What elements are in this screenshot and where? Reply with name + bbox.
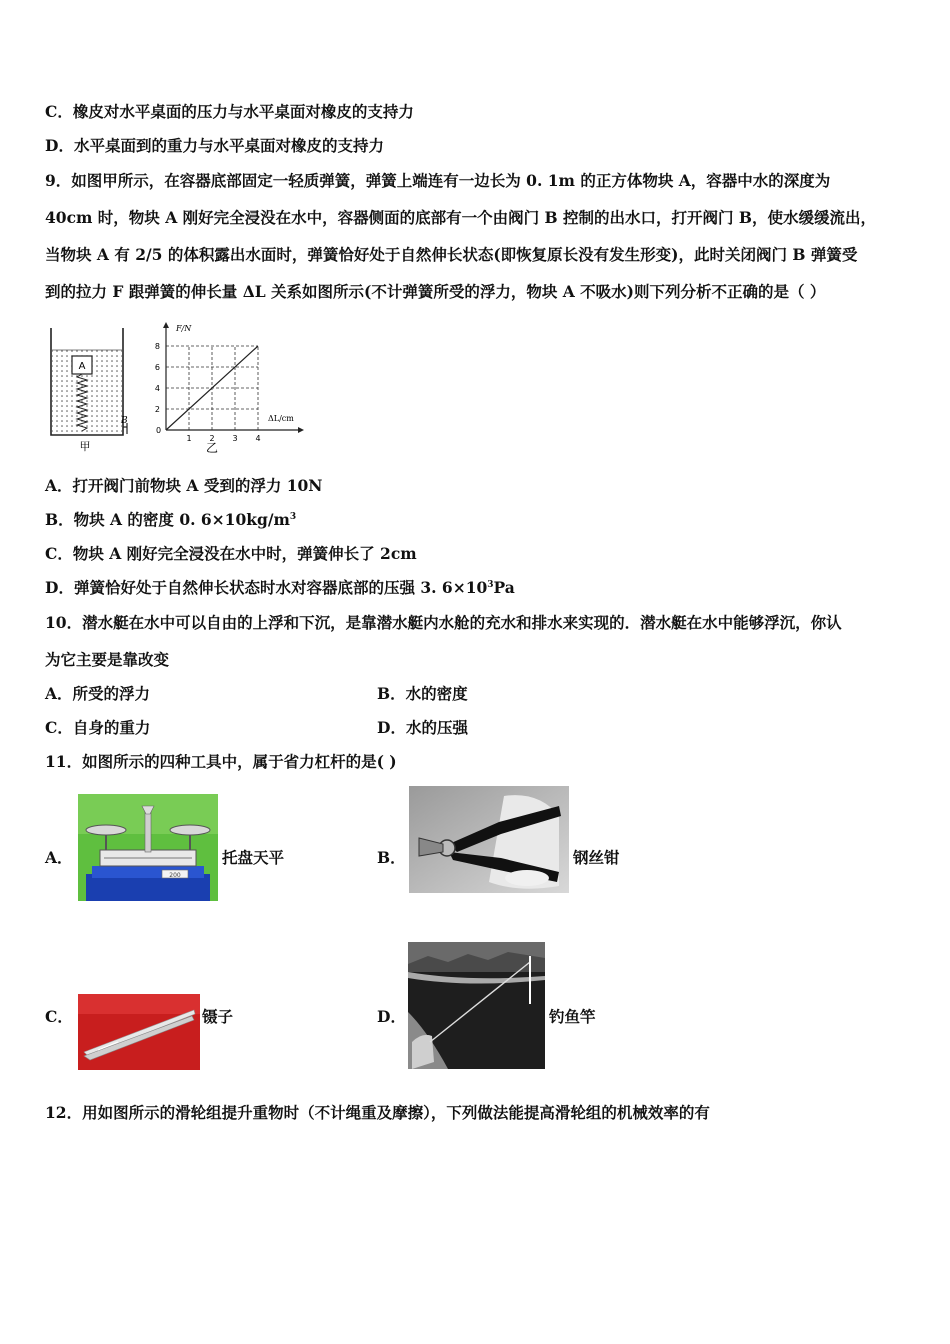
- y-tick-label-4: 4: [154, 384, 160, 393]
- figure-jia-caption: 甲: [79, 440, 91, 453]
- block-a-label: A: [78, 361, 86, 372]
- q8-option-d: D．水平桌面到的重力与水平桌面对橡皮的支持力: [45, 136, 384, 155]
- q11-stem: 11．如图所示的四种工具中，属于省力杠杆的是( ): [45, 752, 397, 771]
- q11-option-b-label: B．: [377, 848, 406, 867]
- q9-option-d-text: D．弹簧恰好处于自然伸长状态时水对容器底部的压强 3. 6×10: [45, 578, 488, 597]
- x-axis-label: ΔL/cm: [268, 414, 294, 423]
- q11-option-a-caption: 托盘天平: [222, 848, 285, 867]
- q10-stem-line-2: 为它主要是靠改变: [45, 650, 170, 669]
- figure-yi-graph: [148, 320, 308, 456]
- q9-stem-line-4: 到的拉力 F 跟弹簧的伸长量 ΔL 关系如图所示(不计弹簧所受的浮力，物块 A 不吸水)则下列分析不正确的是（ ）: [45, 282, 826, 301]
- q11-option-b-caption: 钢丝钳: [573, 848, 620, 867]
- fishing-rod-image: [408, 942, 545, 1069]
- q9-option-d: [45, 578, 515, 598]
- x-tick-label-4: 4: [255, 434, 261, 443]
- q12-stem: 12．用如图所示的滑轮组提升重物时（不计绳重及摩擦），下列做法能提高滑轮组的机械效率的有: [45, 1103, 710, 1122]
- q9-option-c: C．物块 A 刚好完全浸没在水中时，弹簧伸长了 2cm: [45, 544, 417, 563]
- q11-option-d-label: D．: [377, 1007, 406, 1026]
- q9-option-b-sup: 3: [289, 511, 297, 522]
- x-axis-arrow: [298, 427, 304, 433]
- origin-label: 0: [156, 426, 162, 435]
- q10-option-b: B．水的密度: [377, 684, 468, 703]
- tweezers-image: [78, 994, 200, 1070]
- q10-option-d: D．水的压强: [377, 718, 468, 737]
- q11-option-d-caption: 钓鱼竿: [549, 1007, 596, 1026]
- q10-stem-line-1: 10．潜水艇在水中可以自由的上浮和下沉，是靠潜水艇内水舱的充水和排水来实现的．潜水艇在水中能够浮沉，你认: [45, 613, 842, 632]
- q9-option-d-sup: 3: [487, 579, 494, 590]
- figure-jia-container: [45, 324, 135, 454]
- figure-yi-caption: 乙: [205, 441, 219, 455]
- x-tick-label-2: 2: [209, 434, 215, 443]
- q11-option-c-label: C．: [45, 1007, 73, 1026]
- pliers-image: [409, 786, 569, 893]
- y-tick-label-8: 8: [154, 342, 160, 351]
- x-tick-label-3: 3: [232, 434, 238, 443]
- q11-option-c-caption: 镊子: [202, 1007, 234, 1026]
- q11-option-a-label: A．: [45, 848, 73, 867]
- valve-b-label: B: [121, 416, 128, 426]
- y-tick-label-2: 2: [154, 405, 160, 414]
- q9-stem-line-1: 9．如图甲所示，在容器底部固定一轻质弹簧，弹簧上端连有一边长为 0. 1m 的正方体物块 A，容器中水的深度为: [45, 171, 831, 190]
- balance-image: [78, 794, 218, 901]
- q10-option-a: A．所受的浮力: [45, 684, 151, 703]
- x-tick-label-1: 1: [186, 434, 192, 443]
- q9-stem-line-2: 40cm 时，物块 A 刚好完全浸没在水中，容器侧面的底部有一个由阀门 B 控制的出水口，打开阀门 B，使水缓缓流出，: [45, 208, 877, 227]
- y-axis-label: F/N: [176, 324, 192, 333]
- y-tick-label-6: 6: [154, 363, 160, 372]
- y-axis-arrow: [163, 322, 169, 328]
- q9-option-b: [45, 510, 296, 530]
- q9-option-d-unit: Pa: [493, 578, 515, 597]
- q9-option-b-text: B．物块 A 的密度 0. 6×10kg/m: [45, 510, 290, 529]
- q9-stem-line-3: 当物块 A 有 2/5 的体积露出水面时，弹簧恰好处于自然伸长状态(即恢复原长没有发生形变)，此时关闭阀门 B 弹簧受: [45, 245, 858, 264]
- q8-option-c: C．橡皮对水平桌面的压力与水平桌面对橡皮的支持力: [45, 102, 414, 121]
- q9-option-a: A．打开阀门前物块 A 受到的浮力 10N: [45, 476, 323, 495]
- q10-option-c: C．自身的重力: [45, 718, 151, 737]
- balance-weight-label: 200: [169, 872, 181, 879]
